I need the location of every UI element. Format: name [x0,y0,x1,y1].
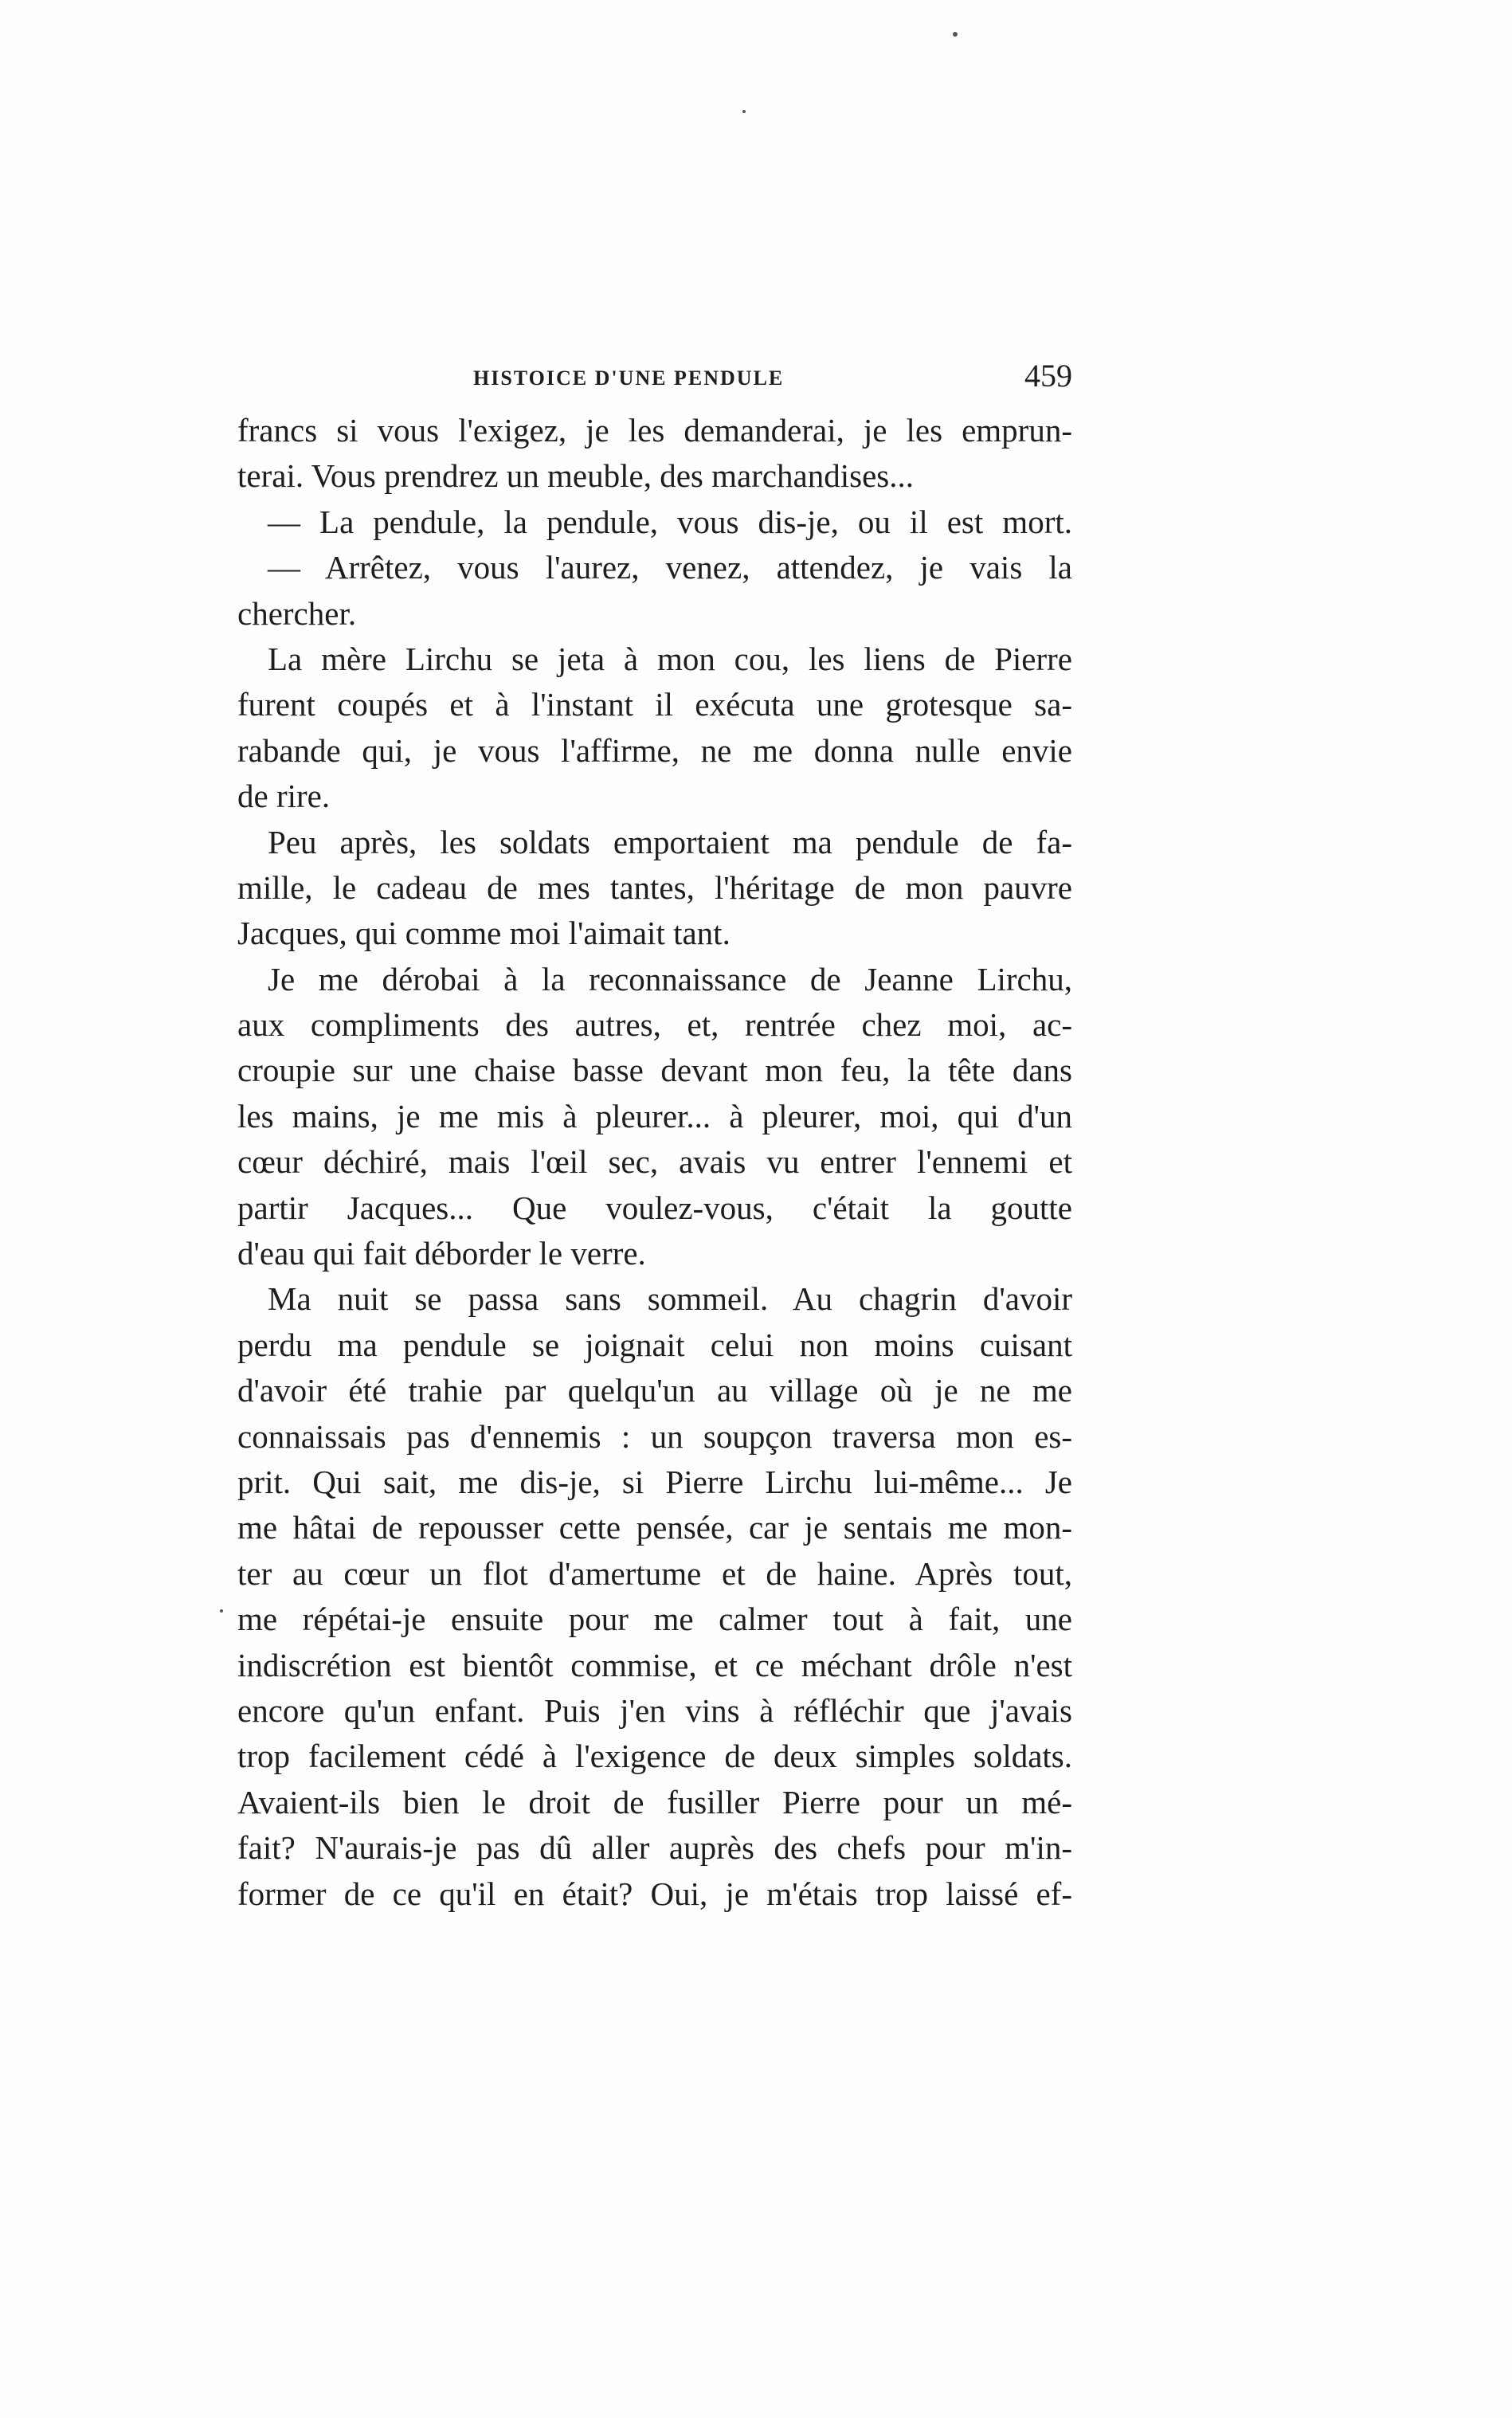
text-line: d'eau qui fait déborder le verre. [237,1235,646,1272]
text-line: mille, le cadeau de mes tantes, l'héritage de mon pauvre [237,868,1072,906]
text-line: prit. Qui sait, me dis-je, si Pierre Lirchu lui-même... Je [237,1463,1072,1500]
text-line: me répétai-je ensuite pour me calmer tout à fait, une [237,1601,1072,1638]
text-line: perdu ma pendule se joignait celui non moins cuisant [237,1326,1072,1363]
text-line: rabande qui, je vous l'affirme, ne me donna nulle envie [237,731,1072,769]
text-line: aux compliments des autres, et, rentrée chez moi, ac- [237,1006,1072,1044]
text-line: chercher. [237,594,357,632]
text-line: Peu après, les soldats emportaient ma pendule de fa- [268,823,1072,860]
text-line: fait? N'aurais-je pas dû aller auprès des chefs pour m'in- [237,1829,1072,1867]
page-header [237,357,1072,397]
text-line: d'avoir été trahie par quelqu'un au village où je ne me [237,1372,1072,1409]
text-line: de rire. [237,778,331,815]
text-line: former de ce qu'il en était? Oui, je m'étais trop laissé ef- [237,1875,1072,1912]
paper-speck [742,110,746,113]
text-line: croupie sur une chaise basse devant mon feu, la tête dans [237,1052,1072,1089]
page-number: 459 [1024,358,1072,394]
text-line: encore qu'un enfant. Puis j'en vins à réfléchir que j'avais [237,1691,1072,1729]
text-line: indiscrétion est bientôt commise, et ce méchant drôle n'est [237,1646,1072,1683]
text-line: Jacques, qui comme moi l'aimait tant. [237,915,731,952]
text-line: partir Jacques... Que voulez-vous, c'était la goutte [237,1189,1072,1226]
paper-speck [220,1609,223,1613]
text-line: cœur déchiré, mais l'œil sec, avais vu entrer l'ennemi et [237,1143,1072,1181]
text-line: terai. Vous prendrez un meuble, des marchandises... [237,457,914,495]
text-line: Je me dérobai à la reconnaissance de Jeanne Lirchu, [268,960,1072,997]
text-line: connaissais pas d'ennemis : un soupçon traversa mon es- [237,1417,1072,1455]
text-line: les mains, je me mis à pleurer... à pleurer, moi, qui d'un [237,1097,1072,1135]
text-line: trop facilement cédé à l'exigence de deux simples soldats. [237,1738,1072,1775]
text-line: francs si vous l'exigez, je les demanderai, je les emprun- [237,412,1072,449]
text-line: Ma nuit se passa sans sommeil. Au chagrin d'avoir [268,1280,1072,1318]
text-line: furent coupés et à l'instant il exécuta une grotesque sa- [237,686,1072,723]
text-line: ter au cœur un flot d'amertume et de haine. Après tout, [237,1554,1072,1592]
running-head: HISTOICE D'UNE PENDULE [473,366,785,390]
paper-speck [953,32,958,37]
text-line: Avaient-ils bien le droit de fusiller Pierre pour un mé- [237,1783,1072,1820]
body-text [237,408,1072,1917]
text-line: — Arrêtez, vous l'aurez, venez, attendez, je vais la [268,549,1072,586]
text-line: — La pendule, la pendule, vous dis-je, ou il est mort. [268,503,1072,540]
text-line: me hâtai de repousser cette pensée, car je sentais me mon- [237,1509,1072,1546]
text-line: La mère Lirchu se jeta à mon cou, les liens de Pierre [268,640,1072,677]
